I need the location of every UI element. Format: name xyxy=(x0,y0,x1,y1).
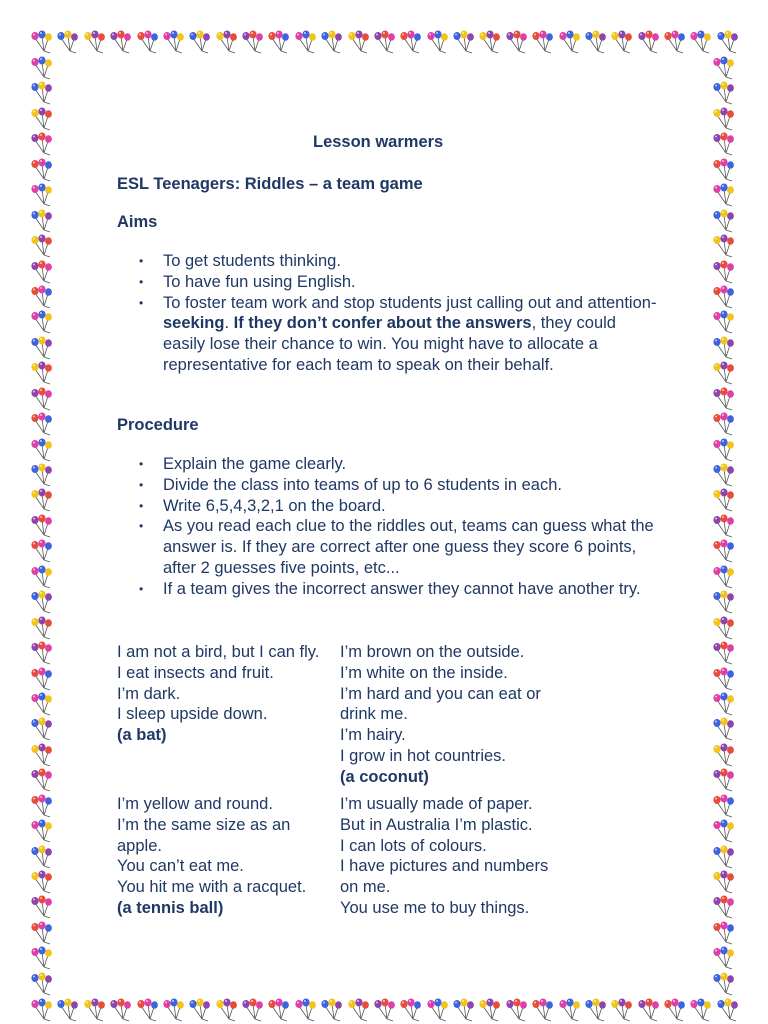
balloon-bunch-icon xyxy=(188,30,212,54)
balloon-bunch-icon xyxy=(531,30,555,54)
balloon-bunch-icon xyxy=(712,692,736,716)
balloon-bunch-icon xyxy=(30,183,54,207)
balloon-bunch-icon xyxy=(478,998,502,1022)
balloon-bunch-icon xyxy=(505,998,529,1022)
riddle-line: I have pictures and numbers on me. xyxy=(340,857,549,897)
balloon-bunch-icon xyxy=(712,794,736,818)
procedure-item: • As you read each clue to the riddles out, teams can guess what the answer is. If they are correct after one guess they score 6 points, after 2 guesses five points, etc... xyxy=(117,516,657,578)
border-bottom xyxy=(30,998,740,1024)
balloon-bunch-icon xyxy=(712,387,736,411)
balloon-bunch-icon xyxy=(399,30,423,54)
balloon-bunch-icon xyxy=(30,285,54,309)
balloon-bunch-icon xyxy=(30,565,54,589)
riddle-line: I’m white on the inside. xyxy=(340,663,508,682)
riddle-line: You hit me with a racquet. xyxy=(117,878,307,897)
balloon-bunch-icon xyxy=(426,30,450,54)
aim-item: • To get students thinking. xyxy=(117,251,657,272)
balloon-bunch-icon xyxy=(30,30,54,54)
aim-item: • To foster team work and stop students just calling out and attention-seeking. If they don’t confer about the answers, they could easily lose their chance to win. You might have to allocate a representative for each team to speak on their behalf. xyxy=(117,293,657,376)
riddle-line: I can lots of colours. xyxy=(340,836,487,855)
balloon-bunch-icon xyxy=(712,412,736,436)
border-top xyxy=(30,30,740,56)
riddle-line: I eat insects and fruit. xyxy=(117,663,274,682)
balloon-bunch-icon xyxy=(267,30,291,54)
balloon-bunch-icon xyxy=(30,539,54,563)
balloon-bunch-icon xyxy=(712,56,736,80)
balloon-bunch-icon xyxy=(30,641,54,665)
balloon-bunch-icon xyxy=(558,998,582,1022)
balloon-bunch-icon xyxy=(30,438,54,462)
balloon-bunch-icon xyxy=(30,921,54,945)
procedure-list xyxy=(117,454,657,600)
balloon-bunch-icon xyxy=(584,998,608,1022)
balloon-bunch-icon xyxy=(712,870,736,894)
balloon-bunch-icon xyxy=(712,565,736,589)
balloon-bunch-icon xyxy=(320,998,344,1022)
balloon-bunch-icon xyxy=(30,717,54,741)
border-left xyxy=(30,56,56,996)
balloon-bunch-icon xyxy=(712,514,736,538)
riddle-tennis-ball xyxy=(117,794,332,919)
balloon-bunch-icon xyxy=(56,30,80,54)
balloon-bunch-icon xyxy=(689,30,713,54)
balloon-bunch-icon xyxy=(712,641,736,665)
balloon-bunch-icon xyxy=(30,667,54,691)
balloon-bunch-icon xyxy=(610,998,634,1022)
riddle-line: I grow in hot countries. xyxy=(340,746,506,765)
procedure-item: • Divide the class into teams of up to 6 students in each. xyxy=(117,475,657,496)
riddle-answer: (a bat) xyxy=(117,726,167,745)
balloon-bunch-icon xyxy=(712,488,736,512)
balloon-bunch-icon xyxy=(30,819,54,843)
riddle-line: I’m brown on the outside. xyxy=(340,643,525,661)
balloon-bunch-icon xyxy=(30,692,54,716)
lesson-subtitle: ESL Teenagers: Riddles – a team game xyxy=(117,175,423,193)
balloon-bunch-icon xyxy=(712,132,736,156)
riddle-answer: (a tennis ball) xyxy=(117,898,224,917)
balloon-bunch-icon xyxy=(505,30,529,54)
balloon-bunch-icon xyxy=(83,30,107,54)
balloon-bunch-icon xyxy=(30,488,54,512)
balloon-bunch-icon xyxy=(83,998,107,1022)
riddle-line: I’m dark. xyxy=(117,684,181,703)
balloon-bunch-icon xyxy=(712,183,736,207)
procedure-item: • Explain the game clearly. xyxy=(117,454,657,475)
balloon-bunch-icon xyxy=(30,234,54,258)
balloon-bunch-icon xyxy=(30,158,54,182)
balloon-bunch-icon xyxy=(712,921,736,945)
balloon-bunch-icon xyxy=(712,972,736,996)
balloon-bunch-icon xyxy=(712,946,736,970)
balloon-bunch-icon xyxy=(241,30,265,54)
balloon-bunch-icon xyxy=(30,870,54,894)
aims-list xyxy=(117,251,657,376)
balloon-bunch-icon xyxy=(30,387,54,411)
riddle-line: I’m the same size as an apple. xyxy=(117,815,291,855)
balloon-bunch-icon xyxy=(531,998,555,1022)
balloon-bunch-icon xyxy=(610,30,634,54)
riddle-bat xyxy=(117,642,332,746)
balloon-bunch-icon xyxy=(162,30,186,54)
aim-item: • To have fun using English. xyxy=(117,272,657,293)
procedure-item: • If a team gives the incorrect answer they cannot have another try. xyxy=(117,579,657,600)
balloon-bunch-icon xyxy=(399,998,423,1022)
balloon-bunch-icon xyxy=(663,30,687,54)
balloon-bunch-icon xyxy=(30,972,54,996)
balloon-bunch-icon xyxy=(373,30,397,54)
balloon-bunch-icon xyxy=(689,998,713,1022)
balloon-bunch-icon xyxy=(712,717,736,741)
balloon-bunch-icon xyxy=(267,998,291,1022)
page-title: Lesson warmers xyxy=(313,133,444,151)
balloon-bunch-icon xyxy=(30,56,54,80)
balloon-bunch-icon xyxy=(30,260,54,284)
balloon-bunch-icon xyxy=(712,743,736,767)
balloon-bunch-icon xyxy=(30,132,54,156)
riddle-coconut xyxy=(340,642,555,788)
balloon-bunch-icon xyxy=(712,539,736,563)
balloon-bunch-icon xyxy=(30,794,54,818)
balloon-bunch-icon xyxy=(712,819,736,843)
balloon-bunch-icon xyxy=(30,743,54,767)
balloon-bunch-icon xyxy=(712,590,736,614)
balloon-bunch-icon xyxy=(712,209,736,233)
balloon-bunch-icon xyxy=(347,998,371,1022)
balloon-bunch-icon xyxy=(136,30,160,54)
balloon-bunch-icon xyxy=(712,667,736,691)
balloon-bunch-icon xyxy=(30,361,54,385)
balloon-bunch-icon xyxy=(215,30,239,54)
balloon-bunch-icon xyxy=(712,107,736,131)
balloon-bunch-icon xyxy=(30,845,54,869)
balloon-bunch-icon xyxy=(294,998,318,1022)
riddle-line: I’m hairy. xyxy=(340,726,406,745)
balloon-bunch-icon xyxy=(30,895,54,919)
balloon-bunch-icon xyxy=(136,998,160,1022)
balloon-bunch-icon xyxy=(712,463,736,487)
balloon-bunch-icon xyxy=(30,616,54,640)
balloon-bunch-icon xyxy=(426,998,450,1022)
riddle-line: I am not a bird, but I can fly. xyxy=(117,643,320,661)
balloon-bunch-icon xyxy=(320,30,344,54)
procedure-item: • Write 6,5,4,3,2,1 on the board. xyxy=(117,496,657,517)
balloon-bunch-icon xyxy=(188,998,212,1022)
balloon-bunch-icon xyxy=(162,998,186,1022)
balloon-bunch-icon xyxy=(373,998,397,1022)
balloon-bunch-icon xyxy=(30,463,54,487)
balloon-bunch-icon xyxy=(294,30,318,54)
balloon-bunch-icon xyxy=(30,81,54,105)
border-right xyxy=(712,56,738,996)
balloon-bunch-icon xyxy=(712,438,736,462)
balloon-bunch-icon xyxy=(712,158,736,182)
balloon-bunch-icon xyxy=(452,30,476,54)
balloon-bunch-icon xyxy=(558,30,582,54)
riddle-line: You can’t eat me. xyxy=(117,857,244,876)
balloon-bunch-icon xyxy=(241,998,265,1022)
balloon-bunch-icon xyxy=(452,998,476,1022)
riddle-banknote xyxy=(340,794,555,919)
balloon-bunch-icon xyxy=(712,616,736,640)
balloon-bunch-icon xyxy=(584,30,608,54)
balloon-bunch-icon xyxy=(716,998,740,1022)
balloon-bunch-icon xyxy=(663,998,687,1022)
balloon-bunch-icon xyxy=(30,946,54,970)
balloon-bunch-icon xyxy=(109,30,133,54)
balloon-bunch-icon xyxy=(109,998,133,1022)
riddle-answer: (a coconut) xyxy=(340,767,429,786)
balloon-bunch-icon xyxy=(712,768,736,792)
balloon-bunch-icon xyxy=(30,209,54,233)
balloon-bunch-icon xyxy=(30,590,54,614)
riddle-line: I’m yellow and round. xyxy=(117,795,273,813)
balloon-bunch-icon xyxy=(712,336,736,360)
balloon-bunch-icon xyxy=(712,845,736,869)
riddle-line: I sleep upside down. xyxy=(117,705,268,724)
procedure-heading: Procedure xyxy=(117,416,199,434)
balloon-bunch-icon xyxy=(30,107,54,131)
balloon-bunch-icon xyxy=(30,336,54,360)
balloon-bunch-icon xyxy=(712,260,736,284)
balloon-bunch-icon xyxy=(478,30,502,54)
balloon-bunch-icon xyxy=(637,998,661,1022)
riddle-line: I’m usually made of paper. xyxy=(340,795,533,813)
balloon-bunch-icon xyxy=(712,310,736,334)
balloon-bunch-icon xyxy=(56,998,80,1022)
riddle-line: You use me to buy things. xyxy=(340,898,530,917)
aims-heading: Aims xyxy=(117,213,158,231)
balloon-bunch-icon xyxy=(30,514,54,538)
balloon-bunch-icon xyxy=(30,412,54,436)
balloon-bunch-icon xyxy=(712,361,736,385)
riddle-line: I’m hard and you can eat or drink me. xyxy=(340,684,541,724)
balloon-bunch-icon xyxy=(712,895,736,919)
balloon-bunch-icon xyxy=(716,30,740,54)
balloon-bunch-icon xyxy=(637,30,661,54)
balloon-bunch-icon xyxy=(712,81,736,105)
balloon-bunch-icon xyxy=(215,998,239,1022)
balloon-bunch-icon xyxy=(30,310,54,334)
riddle-line: But in Australia I’m plastic. xyxy=(340,815,533,834)
balloon-bunch-icon xyxy=(347,30,371,54)
balloon-bunch-icon xyxy=(30,998,54,1022)
balloon-bunch-icon xyxy=(712,234,736,258)
balloon-bunch-icon xyxy=(30,768,54,792)
balloon-bunch-icon xyxy=(712,285,736,309)
